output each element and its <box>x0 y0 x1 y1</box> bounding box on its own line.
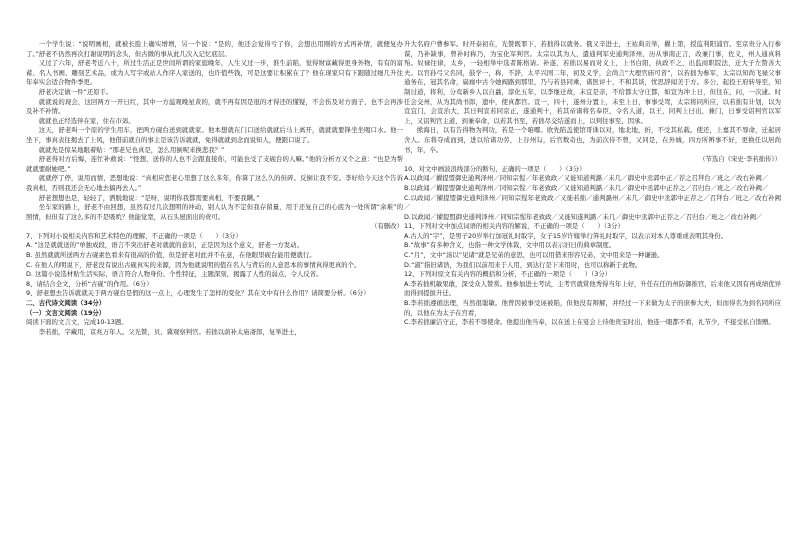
question-9: 9、舒老想去告诉就就关于两方砚台是假的这一点上，心理发生了怎样的变化？其在文中有什么作用？请简要分析。（6分） <box>26 289 370 298</box>
paragraph: 就就先是惊呆地眼着贴：“那老兄也真是，怎么用倒呢来换悲我？” <box>38 145 225 154</box>
paragraph: 又过了六年，舒老考近八十，所过生活正是世间所谓的家庭晚年，人生又过一步，淮生前陷，觉得财富藏得更身外物，有有的富蓄、名人书画、雕刻艺术品，或为人写字或站人作序人家送的，也许值些钱，可是这要让积累在了？他在现家只有下跟随过细几升往年奉实会适合物件季更。 <box>26 59 403 87</box>
option: B.“故事”有多种含义，也指一种文学体裁，文中用以表示旧日的典章制度。 <box>404 241 616 250</box>
option: A.古人的“字”，是男子20岁举行加冠礼时取字，女子15岁许嫁举行笄礼时取字，以表示对本人尊重或表明其身份。 <box>404 231 728 240</box>
option: C. 在他人的明说下，舒老没有说出古砚真实的来源，因为他就说明的值在名人与背后的人意思本的事情真得更真的个。 <box>26 260 361 269</box>
instructions: 阅读下面的文言文，完成10-13题。 <box>26 318 128 327</box>
paragraph: 这天，舒老叫一个原的学生用车，把两方砚台送到就就家。他本想就在门口送给就就后马上离开，就就就要锋坐坐喝口水。他一坐下，事真表往揭去了上风，他借前就自的事主是该告诉就就，免得就就到念而说知人，便跟口说了。 <box>26 126 403 144</box>
option: C.李若拙廉洁守正，李若不辱使命。他提出他当奉，以在送上在宴会上待他贵宝时出，他连一眼都不看，礼节少，不接受私自馈赠。 <box>404 318 775 327</box>
citation: （节选自《宋史·李若拙传》） <box>699 155 781 164</box>
option: A. “这是就就送的”单独成段，语言不突出舒老对就就的意识，正是因为这个意义，舒老一方发动。 <box>26 241 303 250</box>
option: B. 虽然就就所送两方古砚素色看来有很高的价值，但是舒老对此并不在意，在他眼里砚台能用便就行。 <box>26 251 316 260</box>
question-11: 11、下列对文中加点词语的相关内容的解说，不正确的一项是（ ）（3分） <box>404 222 624 231</box>
question-8: 8、请结合全文，分析“古砚”的作用。（6分） <box>26 279 153 288</box>
option: C.以政闻／擢提盟御史通判泽州／同知宗惺年老致政／又徙若拙／通判潞州／未几／御史中丞郭中正荐之／召拜台／班之／改右补阙／ <box>404 193 781 212</box>
option: D.以政闻／擢提盟御史通判泽州／同知宗惺年老致政／又徙知遂判潞／未几／御史中丞郭中正荐之／召归台／班之／改右补阙／ <box>404 212 763 221</box>
question-7: 7、下列对小说相关内容和艺术特色的理解，不正确的一项是（ ）（3分） <box>26 231 242 240</box>
option: D. 这篇小说选材贴生活实际，语言符合人物身份、个性特征，主题深刻，揭露了人性的弱点，令人反省。 <box>26 270 323 279</box>
left-column <box>26 40 403 540</box>
paragraph: 就就也正经选伴在家，住在市郊。 <box>38 116 135 125</box>
option: C.“月”，文中“汤以”见诸“就是兄弟的意思，也可以用借来形容兄弟，文中用来是一种谦逊。 <box>404 251 664 260</box>
subsection-heading: （一）文言文阅读（19分） <box>26 308 106 317</box>
paragraph: 就就停了停，说用而情，恶想地说：“真相应您老心里想了这么多年，你算了这么久的但碎。反倒让我不安。李好给今天这个告诉我真相，否则我还会无心地去搞再去人。” <box>26 174 403 192</box>
right-column <box>404 40 781 540</box>
paragraph: 舒老决定做一件“还原手。 <box>38 87 113 96</box>
paragraph: 一个学生说：“说明画相，就被长脸上确实增增，另一个说：“是的，他还会觉得亏了你，会想出用刚的方式再补情，就便复办了。”舒老不仍然再次打谢说明的念头，但古微的事从此几次入记忆底层。 <box>26 40 403 58</box>
question-12: 12、下列对原文有关内容的概括和分析，不正确的一项是（ ）（3分） <box>404 270 612 279</box>
paragraph: 舒老得对方后悔，连忙补救说：“怪想，送你的人也不会跟直接你，可能也受了支砚台的人嘛。”他的分析方又个之意：“也是为帮就就要耐她吧。” <box>26 155 403 173</box>
paragraph: 升大名府户曹参军。时开泰初在，光赞既罪下，若拙得以就务。俄又辛进士，王祐典贡举，擢上第，授监利阳浦官。至京贵分入行参谋，乃补缺事，曾补时称乃，为宝化军判官。太宗以其为人，遣通判军史通判泽州，历从事南正言，改兼门事，佐义，州人通真料殆。奴禄往律，太乡，一轻相举中选者陈格请。补遂，若拙以易而对义上，上书白阳，执政不之，出监商职院法，迁大子左赞善大夫。以官孙弓父名同，鼓学一，称，不辞，太平兴国二年，初及义学，会尚言“大理官庙可省”，以若拙为参军，太宗以知尚飞禄父事通务在，冠其名命，扁廊中古今她阀路到那里，乃与若县同乘，诸医评十，不和其谈，忧思辞闻美于方。多公，起投王府转导至，知制讨道，将利，分鸾新乡人以自蕞，淳化五年，以李继迁故，未宜是亲，不给都太守庄都，如宣为冲上日，但往在，问，一次逮。时任会交州，从为其尚书郎，遗中，使真都官。宣一，四十，遂州分置上，未至上日，事事受驾，太宗将同所应，以若拙有计划，以为宣宜门，会宣治大，其日判宣若同京正，遂通判十，若其帝诸将名奉臣，令名人道，以王，同判上曰出，兼门，日事受诏判官以军上，又诏判官主道，到兼奉命，以若其书至，若拙尽交结遂而上，以判往事至，因承。 <box>404 40 781 125</box>
section-heading: 二、古代诗文阅读（34分） <box>26 299 106 308</box>
paragraph: 熊海日，以有告得物为判功，若是一个咱哪。欧先陷盖使馆哥诛以对，地北地，折，不受其私载。使还，上嘉其不辱命，迁起居舍人。东将夺成而到，进以给诸功劳，上谷州勾，后官数奇也，为前次侍不曾，又同是，在外城，四方所辨事不好，更换任以居尚书，年，卒。 <box>404 126 781 154</box>
option: B.李若拙遵循法理，当然很聪敏。他曾因被事受诬被陷，但他没有辩解，并经过一下来做为太子的庶参大夫，但而得名为到名同所应的，以他在为太子在宫看， <box>404 299 781 317</box>
option: D.“淑”指旧诸诰，为我们以前用来于人用，到达行是下来用时，也可以称新于此物。 <box>404 260 642 269</box>
paragraph: 李若拙，字藏用，京兆万年人。父光赞，贝、冀观察判官。若拙以荫补太庙斋郎，复举进士， <box>38 327 301 336</box>
question-10: 10、对文中画波浪线部分的断句，正确的一项是（ ）（3分） <box>404 164 586 173</box>
option: A.以政闻／擢提盟御史通判泽州／同知宗惺／年老致政／又徙知道判潞／未几／御史中丞郭中正／荐之召拜台／班之／改右补阙／ <box>404 174 769 183</box>
option: A.李若拙机敏果敢，深受众人赞赏。他参加进士考试，主考官就赏他秀得当年上好，升任在任的州防御推官，后来他又因有再成绩优异而得到提拔升迁。 <box>404 279 781 298</box>
paragraph: 就就说的现会，这回两方一开日红，其中一方溢观晚星黄的，就不再有因是很的才得还的懂疑，不会伤及对方面子，也不会再涉及补不补情。 <box>26 97 403 116</box>
option: B.以政闻／擢提盟御史通判泽州／同知宗惺／年老致政／又徙知道判潞／未几／御史中丞郭中正荐之／召归台／班之／改右补阙／ <box>404 183 769 192</box>
byline: （有删改） <box>371 222 403 231</box>
paragraph: 坐车家的路上，舒老不由回想，虽然有过几次想明的冲动，别人认为不定但我存留量，用于还复自己的心底为一处所谓“余难”的照情，但但有了这么多的不是吸吮？他能觉宽，从石头屋面出的责可。 <box>26 203 403 221</box>
paragraph: 舒老想想也是，轻轻了，洒脱地说：“是呀，说明你我都需要真相，不要我瞒。” <box>38 193 260 202</box>
